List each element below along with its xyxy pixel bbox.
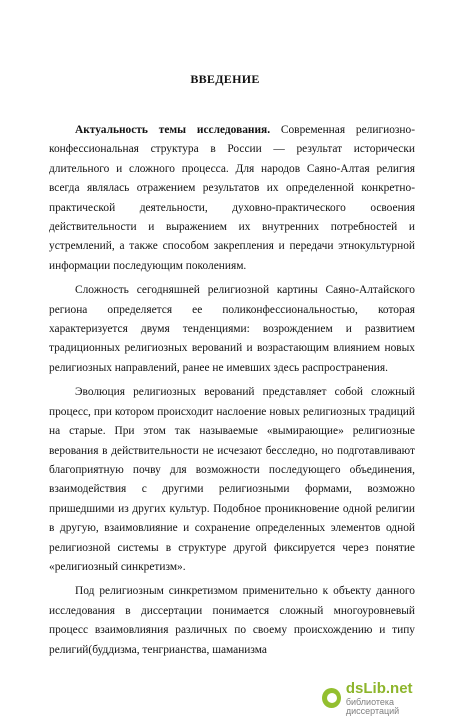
paragraph-text: Сложность сегодняшней религиозной картины Саяно-Алтайского региона определяется ее поликонфессиональностью, которая характеризуется двумя тенденциями: возрождением и развитием традиционных религиозных верований и возрастающим влиянием новых религиозных направлений, ранее не имевших здесь распространения. bbox=[49, 284, 415, 374]
dslib-logo-icon bbox=[322, 688, 341, 708]
paragraph bbox=[49, 121, 415, 276]
page-title: ВВЕДЕНИЕ bbox=[190, 72, 260, 86]
watermark bbox=[318, 679, 450, 716]
paragraph bbox=[49, 281, 415, 378]
body-text bbox=[49, 121, 415, 665]
paragraph-lead: Актуальность темы исследования. bbox=[75, 124, 271, 136]
watermark-subtitle: библиотека диссертаций bbox=[345, 696, 400, 716]
paragraph bbox=[49, 582, 415, 660]
paragraph-text: Эволюция религиозных верований представляет собой сложный процесс, при котором происходит наслоение новых религиозных традиций на старые. При этом так называемые «вымирающие» религиозные верования в действительности не исчезают бесследно, но подготавливают благоприятную почву для возможности последующего объединения, взаимодействия с другими религиозными формами, возможно пришедшими из других культур. Подобное проникновение одной религии в другую, взаимовлияние и сохранение определенных элементов одной религиозной системы в структуре другой фиксируется через понятие «религиозный синкретизм». bbox=[49, 386, 415, 573]
watermark-name: dsLib.net bbox=[345, 679, 413, 697]
paragraph bbox=[49, 383, 415, 577]
paragraph-text: Под религиозным синкретизмом применительно к объекту данного исследования в диссертации понимается сложный многоуровневый процесс взаимовлияния различных по своему происхождению и типу религий(буддизма, тенгрианства, шаманизма bbox=[49, 585, 415, 656]
paragraph-text: Современная религиозно-конфессиональная структура в России — результат исторически длительного и сложного процесса. Для народов Саяно-Алтая религия всегда являлась отражением результатов их определенной конкретно-практической деятельности, духовно-практического освоения действительности и выражением их внутренних потребностей и устремлений, а также способом закрепления и передачи этнокультурной информации последующим поколениям. bbox=[49, 124, 415, 272]
watermark-text bbox=[346, 681, 444, 716]
